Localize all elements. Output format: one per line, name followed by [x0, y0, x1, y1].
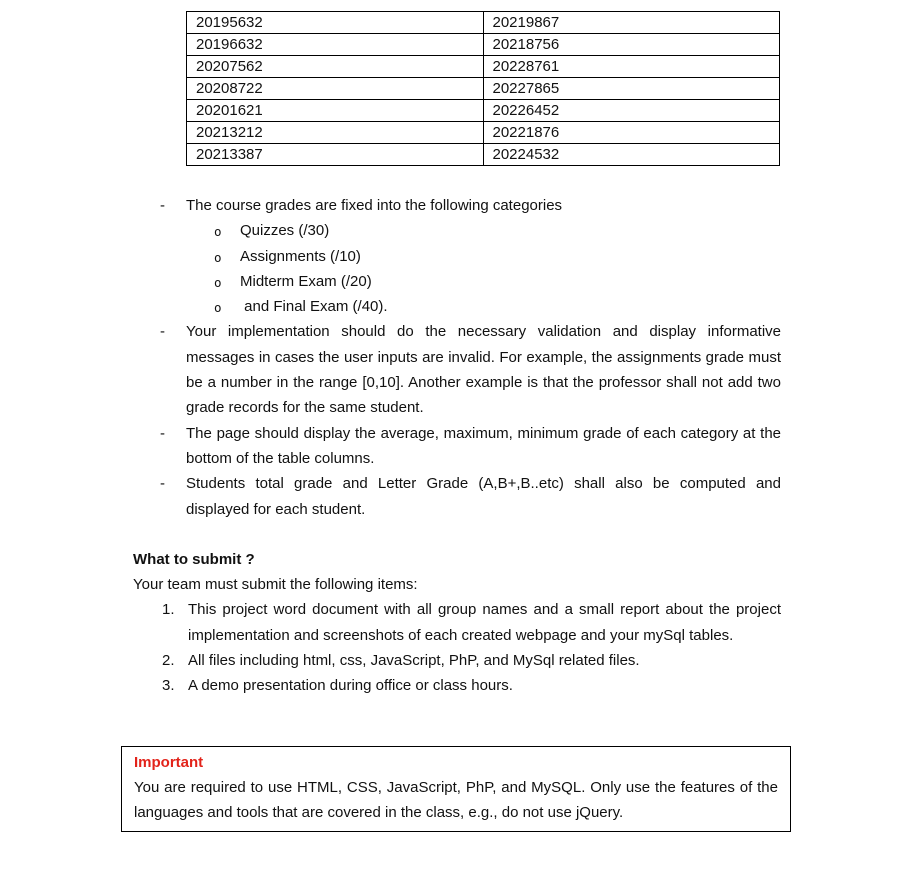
list-number: 1. [162, 601, 175, 619]
dash-bullet: - [160, 323, 165, 341]
table-cell: 20207562 [187, 56, 484, 78]
submission-item [133, 648, 781, 673]
table-cell: 20208722 [187, 78, 484, 100]
table-cell: 20224532 [483, 144, 780, 166]
requirement-text: Students total grade and Letter Grade (A,B+,B..etc) shall also be computed and displayed for each student. [186, 475, 781, 518]
table-cell: 20228761 [483, 56, 780, 78]
grade-category-final [133, 294, 781, 319]
submission-item [133, 597, 781, 648]
grade-category-text: and Final Exam (/40). [240, 298, 388, 316]
table-row [187, 34, 780, 56]
dash-bullet: - [160, 475, 165, 493]
submit-intro: Your team must submit the following items: [133, 576, 418, 594]
table-row [187, 122, 780, 144]
requirement-text: The course grades are fixed into the following categories [186, 197, 563, 214]
what-to-submit-heading: What to submit ? [133, 550, 255, 568]
dash-bullet: - [160, 424, 165, 442]
submission-item [133, 673, 781, 698]
important-heading: Important [134, 753, 204, 771]
circle-bullet: o [214, 249, 222, 265]
table-cell: 20219867 [483, 12, 780, 34]
requirement-text: Your implementation should do the necessary validation and display informative messages in cases the user inputs are invalid. For example, the assignments grade must be a number in the range [0,10]. Another example is that the professor shall not add two grade records for the same student. [186, 323, 781, 417]
list-number: 2. [162, 652, 175, 670]
table-cell: 20201621 [187, 100, 484, 122]
table-row [187, 100, 780, 122]
submission-item-text: This project word document with all group names and a small report about the project implementation and screenshots of each created webpage and your mySql tables. [188, 601, 781, 644]
document-content [133, 11, 781, 699]
requirement-text: The page should display the average, maximum, minimum grade of each category at the bottom of the table columns. [186, 424, 781, 467]
requirements-list [133, 193, 781, 522]
grade-category-text: Quizzes (/30) [240, 222, 330, 240]
submission-items-list [133, 597, 781, 698]
dash-bullet: - [160, 197, 165, 214]
submission-item-text: All files including html, css, JavaScript, PhP, and MySql related files. [188, 652, 640, 670]
submission-item-text: A demo presentation during office or class hours. [188, 677, 513, 695]
grade-category-text: Midterm Exam (/20) [240, 272, 372, 290]
table-cell: 20195632 [187, 12, 484, 34]
grade-category-assignments [133, 244, 781, 269]
circle-bullet: o [214, 224, 222, 240]
important-box [121, 746, 791, 832]
table-row [187, 12, 780, 34]
grade-category-midterm [133, 269, 781, 294]
grade-category-text: Assignments (/10) [240, 247, 361, 265]
list-number: 3. [162, 677, 175, 695]
table-row [187, 56, 780, 78]
important-body-text: You are required to use HTML, CSS, JavaScript, PhP, and MySQL. Only use the features of the languages and tools that are covered in the class, e.g., do not use jQuery. [134, 778, 778, 822]
table-row [187, 144, 780, 166]
table-cell: 20221876 [483, 122, 780, 144]
table-cell: 20218756 [483, 34, 780, 56]
student-id-table [186, 11, 780, 166]
requirement-grades-intro [133, 193, 781, 218]
document-page [0, 11, 915, 882]
table-cell: 20226452 [483, 100, 780, 122]
requirement-validation [133, 319, 781, 420]
table-row [187, 78, 780, 100]
circle-bullet: o [214, 274, 222, 290]
table-cell: 20196632 [187, 34, 484, 56]
requirement-letter-grade [133, 471, 781, 522]
table-cell: 20213387 [187, 144, 484, 166]
requirement-stats [133, 421, 781, 472]
table-cell: 20227865 [483, 78, 780, 100]
circle-bullet: o [214, 300, 222, 316]
grade-category-quizzes [133, 218, 781, 243]
table-cell: 20213212 [187, 122, 484, 144]
